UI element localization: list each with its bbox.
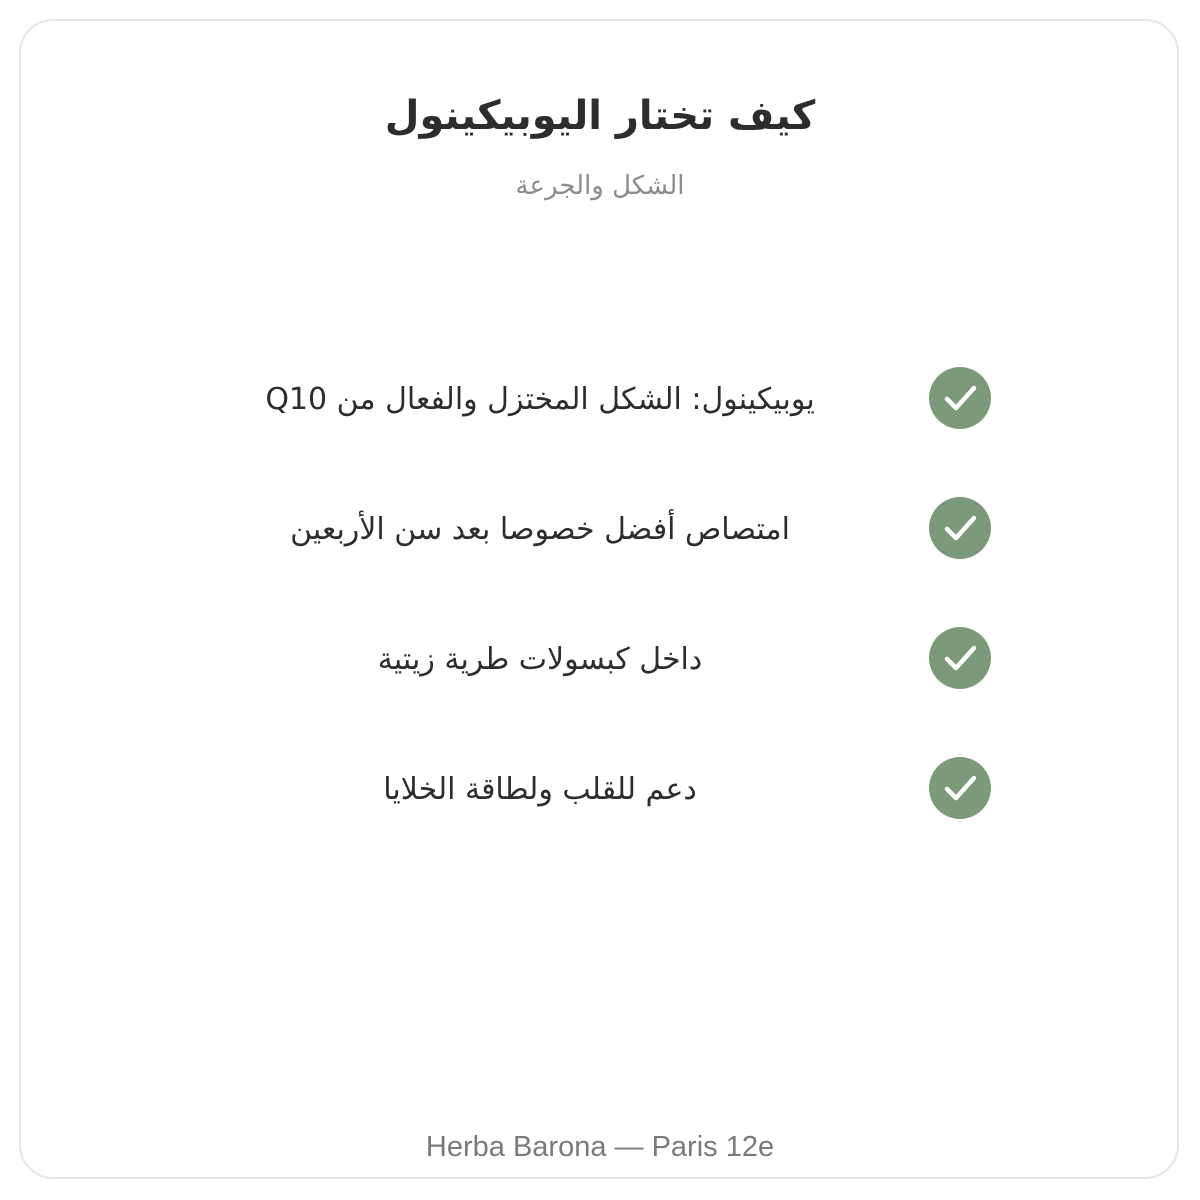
checklist-item-label: داخل كبسولات طرية زيتية [377, 642, 703, 677]
check-circle-icon [929, 627, 991, 689]
check-circle-icon [929, 497, 991, 559]
checklist-item-label: دعم للقلب ولطاقة الخلايا [383, 772, 697, 807]
page-subtitle: الشكل والجرعة [515, 171, 685, 201]
check-circle-icon [929, 757, 991, 819]
footer-brand: Herba Barona — Paris 12e [425, 1131, 775, 1163]
checklist-item-label: يوبيكينول: الشكل المختزل والفعال من Q10 [265, 382, 815, 417]
page-title: كيف تختار اليوبيكينول [384, 93, 816, 139]
checklist-item-label: امتصاص أفضل خصوصا بعد سن الأربعين [290, 512, 790, 547]
check-circle-icon [929, 367, 991, 429]
